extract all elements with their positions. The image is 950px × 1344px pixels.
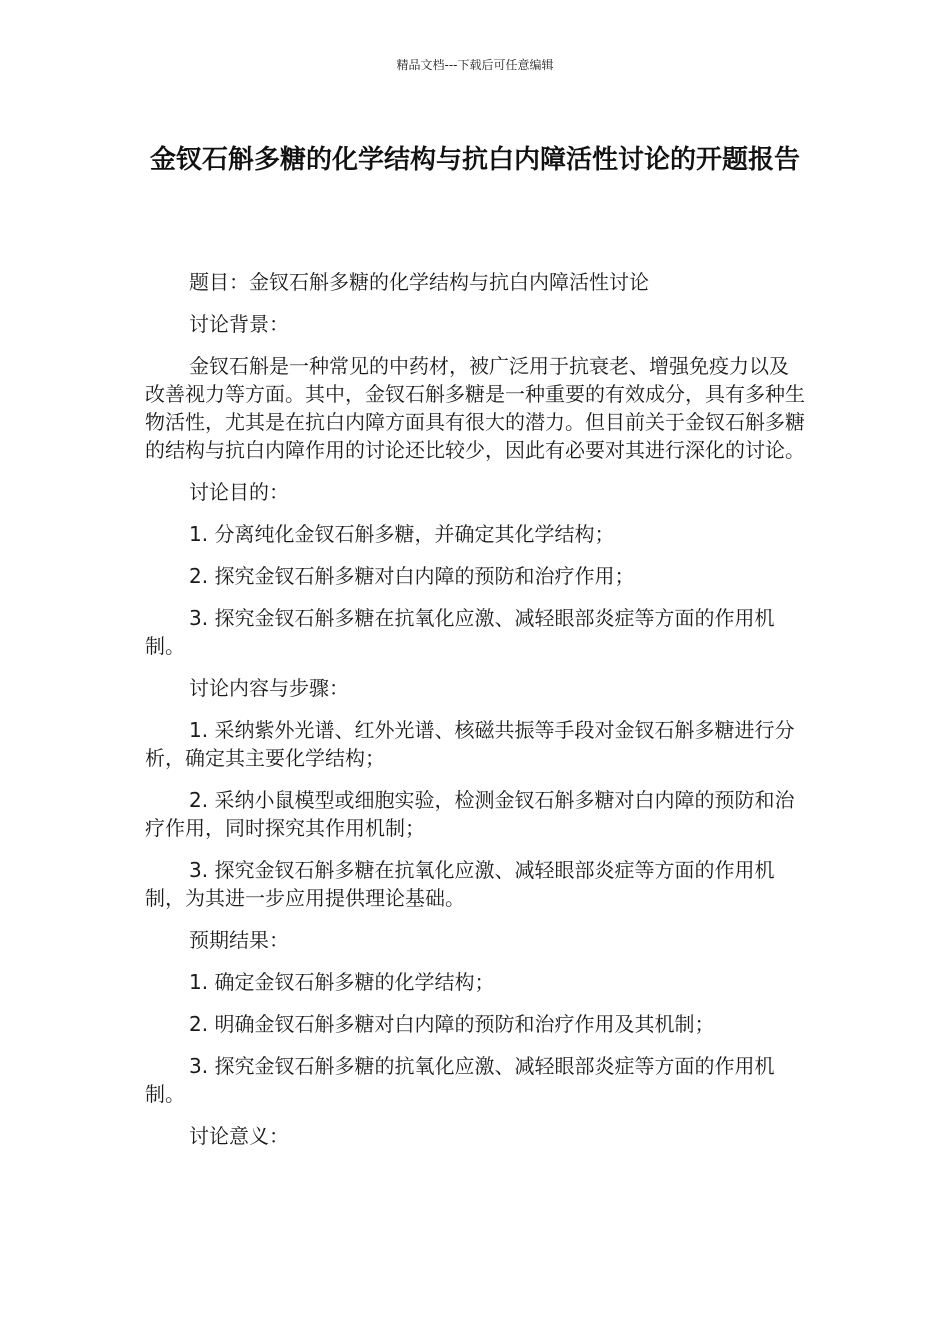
header-note: 精品文档---下载后可任意编辑 bbox=[396, 58, 554, 72]
heading-methods: 讨论内容与步骤： bbox=[189, 676, 349, 700]
heading-expected-results: 预期结果： bbox=[189, 928, 289, 952]
objective-item: 2. 探究金钗石斛多糖对白内障的预防和治疗作用； bbox=[189, 564, 635, 588]
paragraph-background: 金钗石斛是一种常见的中药材，被广泛用于抗衰老、增强免疫力以及改善视力等方面。其中，金钗石斛多糖是一种重要的有效成分，具有多种生物活性，尤其是在抗白内障方面具有很大的潜力。但目前关于金钗石斛多糖的结构与抗白内障作用的讨论还比较少，因此有必要对其进行深化的讨论。 bbox=[145, 354, 805, 462]
document-title: 金钗石斛多糖的化学结构与抗白内障活性讨论的开题报告 bbox=[149, 145, 800, 175]
objective-item: 3. 探究金钗石斛多糖在抗氧化应激、减轻眼部炎症等方面的作用机制。 bbox=[145, 606, 775, 658]
paragraph-topic: 题目：金钗石斛多糖的化学结构与抗白内障活性讨论 bbox=[189, 270, 649, 294]
heading-objectives: 讨论目的： bbox=[189, 480, 289, 504]
heading-significance: 讨论意义： bbox=[189, 1124, 289, 1148]
method-item: 2. 采纳小鼠模型或细胞实验，检测金钗石斛多糖对白内障的预防和治疗作用，同时探究其作用机制； bbox=[145, 788, 795, 840]
document-body bbox=[145, 268, 805, 1164]
result-item: 2. 明确金钗石斛多糖对白内障的预防和治疗作用及其机制； bbox=[189, 1012, 715, 1036]
result-item: 1. 确定金钗石斛多糖的化学结构； bbox=[189, 970, 495, 994]
method-item: 3. 探究金钗石斛多糖在抗氧化应激、减轻眼部炎症等方面的作用机制，为其进一步应用提供理论基础。 bbox=[145, 858, 775, 910]
method-item: 1. 采纳紫外光谱、红外光谱、核磁共振等手段对金钗石斛多糖进行分析，确定其主要化学结构； bbox=[145, 718, 795, 770]
objective-item: 1. 分离纯化金钗石斛多糖，并确定其化学结构； bbox=[189, 522, 615, 546]
heading-background: 讨论背景： bbox=[189, 312, 289, 336]
result-item: 3. 探究金钗石斛多糖的抗氧化应激、减轻眼部炎症等方面的作用机制。 bbox=[145, 1054, 775, 1106]
